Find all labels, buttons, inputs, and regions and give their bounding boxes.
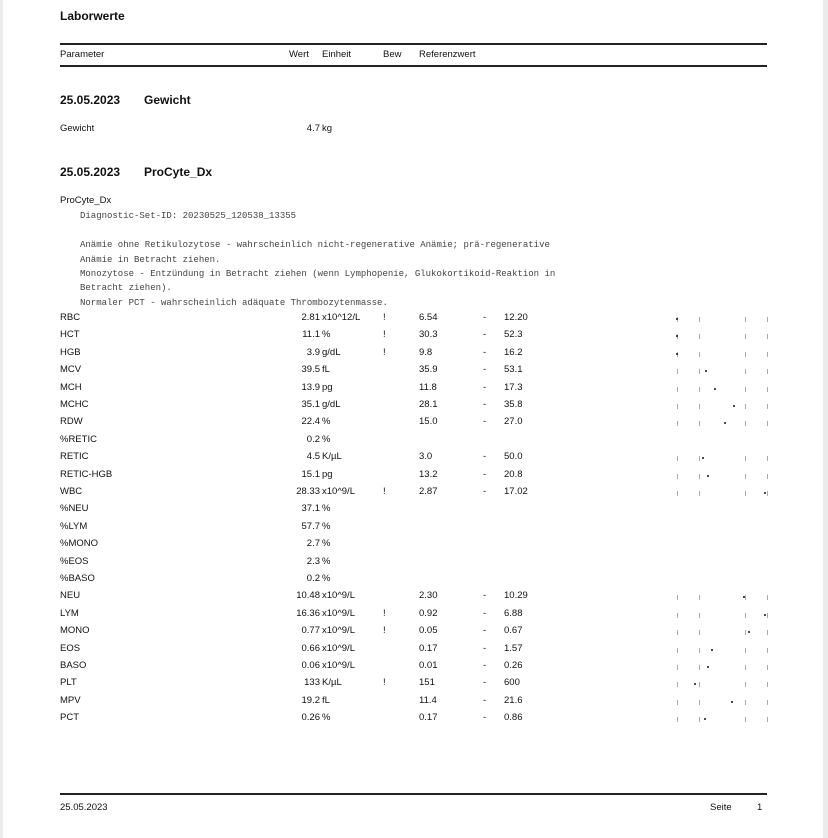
- range-tick: [767, 456, 768, 461]
- cell-unit: %: [322, 573, 331, 584]
- range-tick: [699, 421, 700, 426]
- range-tick: [767, 717, 768, 722]
- cell-dash: -: [483, 642, 487, 654]
- range-tick: [767, 352, 768, 357]
- range-tick: [677, 421, 678, 426]
- cell-unit: fL: [322, 694, 330, 706]
- table-row: [3, 712, 823, 729]
- range-tick: [677, 613, 678, 618]
- range-tick: [699, 334, 700, 339]
- cell-value: 133: [304, 677, 320, 689]
- value-marker: [676, 353, 678, 355]
- range-tick: [767, 700, 768, 705]
- cell-unit: x10^9/L: [322, 607, 355, 619]
- value-marker: [748, 631, 750, 633]
- cell-dash: -: [483, 590, 487, 602]
- gewicht-value: 4.7: [306, 123, 320, 134]
- cell-hi: 10.29: [504, 590, 528, 602]
- cell-unit: pg: [322, 468, 333, 480]
- table-row: [3, 434, 823, 451]
- cell-param: NEU: [60, 590, 81, 602]
- cell-hi: 6.88: [504, 607, 523, 619]
- cell-param: %RETIC: [60, 433, 97, 445]
- cell-value: 11.1: [302, 329, 320, 341]
- cell-lo: 2.87: [419, 486, 438, 497]
- cell-unit: x10^9/L: [322, 625, 355, 637]
- value-marker: [711, 649, 713, 651]
- cell-value: 0.2: [306, 573, 320, 584]
- cell-value: 15.1: [301, 468, 320, 480]
- range-tick: [767, 369, 768, 374]
- cell-unit: K/µL: [322, 677, 342, 689]
- note-line-4: Anämie in Betracht ziehen.: [80, 255, 221, 265]
- table-row: [3, 556, 823, 573]
- cell-param: MCV: [60, 364, 82, 376]
- table-row: [3, 451, 823, 468]
- cell-hi: 27.0: [504, 416, 523, 428]
- cell-param: HGB: [60, 346, 81, 358]
- cell-unit: %: [322, 555, 331, 567]
- cell-param: MONO: [60, 625, 90, 637]
- value-marker: [731, 701, 733, 703]
- range-tick: [677, 474, 678, 479]
- gewicht-param: Gewicht: [60, 123, 95, 134]
- cell-dash: -: [483, 451, 487, 463]
- range-tick: [699, 648, 700, 653]
- cell-unit: %: [322, 712, 331, 724]
- cell-value: 19.2: [301, 694, 320, 706]
- cell-lo: 0.17: [419, 712, 438, 724]
- range-tick: [745, 648, 746, 653]
- col-header-referenzwert: Referenzwert: [419, 49, 476, 60]
- reference-range-indicator: [671, 347, 771, 364]
- range-tick: [677, 682, 678, 687]
- reference-range-indicator: [671, 399, 771, 416]
- cell-value: 0.66: [301, 642, 320, 654]
- range-tick: [745, 387, 746, 392]
- cell-unit: pg: [322, 381, 333, 393]
- value-marker: [724, 422, 726, 424]
- cell-unit: %: [322, 538, 331, 550]
- reference-range-indicator: [671, 451, 771, 468]
- cell-value: 22.4: [301, 416, 320, 428]
- reference-range-indicator: [671, 486, 771, 503]
- cell-lo: 35.9: [419, 364, 438, 376]
- table-row: [3, 486, 823, 503]
- section-date-procyte: 25.05.2023: [60, 165, 121, 179]
- footer-page-number: 1: [757, 802, 763, 813]
- range-tick: [767, 491, 768, 496]
- range-tick: [745, 665, 746, 670]
- range-tick: [767, 613, 768, 618]
- range-tick: [699, 387, 700, 392]
- cell-flag: !: [383, 312, 386, 323]
- cell-hi: 52.3: [504, 329, 523, 341]
- cell-dash: -: [483, 468, 487, 480]
- table-row: [3, 503, 823, 520]
- table-row: [3, 625, 823, 642]
- cell-param: MCHC: [60, 399, 89, 410]
- cell-unit: %: [322, 520, 331, 532]
- note-line-7: Normaler PCT - wahrscheinlich adäquate Thrombozytenmasse.: [80, 298, 388, 308]
- section-date-gewicht: 25.05.2023: [60, 93, 121, 107]
- cell-value: 3.9: [306, 346, 320, 358]
- cell-param: EOS: [60, 642, 81, 654]
- table-row: [3, 416, 823, 433]
- cell-dash: -: [483, 660, 487, 671]
- table-row: [3, 312, 823, 329]
- cell-lo: 28.1: [419, 399, 438, 410]
- table-row: [3, 695, 823, 712]
- range-tick: [699, 682, 700, 687]
- table-row: [3, 660, 823, 677]
- report-page: [3, 0, 823, 838]
- range-tick: [767, 404, 768, 409]
- gewicht-unit: kg: [322, 123, 333, 134]
- reference-range-indicator: [671, 625, 771, 642]
- table-row: [3, 590, 823, 607]
- cell-dash: -: [483, 625, 487, 637]
- range-tick: [767, 421, 768, 426]
- range-tick: [677, 665, 678, 670]
- cell-dash: -: [483, 694, 487, 706]
- cell-param: PLT: [60, 677, 77, 689]
- cell-value: 28.33: [296, 486, 320, 497]
- cell-param: RETIC: [60, 451, 89, 463]
- range-tick: [699, 491, 700, 496]
- cell-hi: 21.6: [504, 694, 523, 706]
- cell-lo: 30.3: [419, 329, 438, 341]
- cell-dash: -: [483, 364, 487, 376]
- cell-lo: 15.0: [419, 416, 438, 428]
- cell-dash: -: [483, 607, 487, 619]
- reference-range-indicator: [671, 643, 771, 660]
- cell-value: 0.06: [301, 660, 320, 671]
- cell-hi: 600: [504, 677, 520, 689]
- table-row: [3, 538, 823, 555]
- footer-seite-label: Seite: [710, 802, 732, 813]
- note-line-5: Monozytose - Entzündung in Betracht ziehen (wenn Lymphopenie, Glukokortikoid-Reaktion in: [80, 269, 556, 279]
- cell-lo: 0.17: [419, 642, 438, 654]
- range-tick: [699, 665, 700, 670]
- cell-unit: g/dL: [322, 399, 341, 410]
- reference-range-indicator: [671, 695, 771, 712]
- cell-value: 57.7: [301, 520, 320, 532]
- cell-unit: g/dL: [322, 346, 341, 358]
- cell-dash: -: [483, 381, 487, 393]
- value-marker: [694, 683, 696, 685]
- cell-param: LYM: [60, 607, 79, 619]
- range-tick: [767, 648, 768, 653]
- cell-dash: -: [483, 416, 487, 428]
- note-line-6: Betracht ziehen).: [80, 283, 172, 293]
- range-tick: [699, 700, 700, 705]
- range-tick: [745, 421, 746, 426]
- table-row: [3, 643, 823, 660]
- range-tick: [767, 387, 768, 392]
- cell-value: 39.5: [301, 364, 320, 376]
- note-line-1: Diagnostic-Set-ID: 20230525_120538_13355: [80, 211, 297, 221]
- cell-param: WBC: [60, 486, 83, 497]
- range-tick: [745, 595, 746, 600]
- table-row: [3, 382, 823, 399]
- cell-lo: 0.01: [419, 660, 438, 671]
- cell-hi: 20.8: [504, 468, 523, 480]
- cell-flag: !: [383, 625, 386, 637]
- cell-param: RDW: [60, 416, 83, 428]
- cell-flag: !: [383, 486, 386, 497]
- range-tick: [699, 456, 700, 461]
- value-marker: [764, 492, 766, 494]
- header-rule-bottom: [60, 65, 767, 67]
- table-row: [3, 521, 823, 538]
- cell-dash: -: [483, 677, 487, 689]
- reference-range-indicator: [671, 608, 771, 625]
- range-tick: [745, 404, 746, 409]
- value-marker: [733, 405, 735, 407]
- reference-range-indicator: [671, 712, 771, 729]
- cell-param: RETIC-HGB: [60, 468, 113, 480]
- range-tick: [745, 491, 746, 496]
- cell-value: 13.9: [301, 381, 320, 393]
- range-tick: [699, 404, 700, 409]
- note-line-3: Anämie ohne Retikulozytose - wahrscheinlich nicht-regenerative Anämie; prä-regenerative: [80, 240, 550, 250]
- cell-hi: 17.02: [504, 486, 528, 497]
- cell-hi: 12.20: [504, 312, 528, 323]
- cell-unit: x10^9/L: [322, 642, 355, 654]
- cell-value: 2.7: [306, 538, 320, 550]
- table-row: [3, 677, 823, 694]
- range-tick: [699, 595, 700, 600]
- cell-flag: !: [383, 346, 386, 358]
- reference-range-indicator: [671, 416, 771, 433]
- range-tick: [767, 474, 768, 479]
- cell-value: 0.77: [301, 625, 320, 637]
- range-tick: [677, 456, 678, 461]
- range-tick: [699, 352, 700, 357]
- range-tick: [767, 595, 768, 600]
- cell-unit: x10^9/L: [322, 660, 355, 671]
- col-header-wert: Wert: [289, 49, 309, 60]
- range-tick: [745, 369, 746, 374]
- cell-param: BASO: [60, 660, 87, 671]
- cell-value: 2.81: [301, 312, 320, 323]
- range-tick: [677, 630, 678, 635]
- range-tick: [745, 474, 746, 479]
- cell-flag: !: [383, 677, 386, 689]
- cell-unit: %: [322, 503, 331, 515]
- col-header-parameter: Parameter: [60, 49, 105, 60]
- range-tick: [745, 682, 746, 687]
- footer-date: 25.05.2023: [60, 802, 108, 813]
- table-row: [3, 469, 823, 486]
- range-tick: [767, 334, 768, 339]
- cell-hi: 17.3: [504, 381, 523, 393]
- range-tick: [745, 456, 746, 461]
- cell-lo: 9.8: [419, 346, 433, 358]
- cell-hi: 1.57: [504, 642, 523, 654]
- range-tick: [745, 613, 746, 618]
- col-header-bew: Bew: [383, 49, 402, 60]
- section-title-procyte: ProCyte_Dx: [144, 165, 213, 179]
- range-tick: [677, 369, 678, 374]
- cell-value: 35.1: [301, 399, 320, 410]
- reference-range-indicator: [671, 469, 771, 486]
- range-tick: [745, 352, 746, 357]
- range-tick: [677, 404, 678, 409]
- cell-lo: 2.30: [419, 590, 438, 602]
- table-row: [3, 608, 823, 625]
- cell-lo: 11.4: [419, 694, 437, 706]
- cell-dash: -: [483, 346, 487, 358]
- cell-param: MPV: [60, 694, 81, 706]
- range-tick: [745, 334, 746, 339]
- cell-unit: %: [322, 329, 331, 341]
- reference-range-indicator: [671, 590, 771, 607]
- col-header-einheit: Einheit: [322, 49, 352, 60]
- cell-param: MCH: [60, 381, 82, 393]
- table-row: [3, 329, 823, 346]
- value-marker: [676, 318, 678, 320]
- cell-hi: 0.26: [504, 660, 523, 671]
- reference-range-indicator: [671, 660, 771, 677]
- value-marker: [707, 666, 709, 668]
- reference-range-indicator: [671, 329, 771, 346]
- device-name: ProCyte_Dx: [60, 195, 112, 206]
- value-marker: [705, 370, 707, 372]
- cell-hi: 53.1: [504, 364, 523, 376]
- cell-value: 0.2: [306, 433, 320, 445]
- cell-hi: 16.2: [504, 346, 523, 358]
- cell-unit: x10^9/L: [322, 486, 355, 497]
- cell-dash: -: [483, 329, 487, 341]
- range-tick: [677, 491, 678, 496]
- range-tick: [745, 317, 746, 322]
- cell-unit: %: [322, 416, 331, 428]
- cell-value: 4.5: [306, 451, 320, 463]
- range-tick: [745, 630, 746, 635]
- range-tick: [745, 717, 746, 722]
- cell-param: %LYM: [60, 520, 88, 532]
- cell-param: PCT: [60, 712, 79, 724]
- cell-dash: -: [483, 486, 487, 497]
- cell-hi: 35.8: [504, 399, 523, 410]
- reference-range-indicator: [671, 677, 771, 694]
- range-tick: [677, 595, 678, 600]
- range-tick: [767, 630, 768, 635]
- table-row: [3, 364, 823, 381]
- table-row: [3, 573, 823, 590]
- range-tick: [677, 648, 678, 653]
- cell-dash: -: [483, 712, 487, 724]
- cell-unit: %: [322, 433, 331, 445]
- cell-dash: -: [483, 399, 487, 410]
- cell-param: %BASO: [60, 573, 95, 584]
- table-row: [3, 347, 823, 364]
- header-rule-top: [60, 43, 767, 45]
- reference-range-indicator: [671, 312, 771, 329]
- cell-lo: 151: [419, 677, 435, 689]
- cell-hi: 0.67: [504, 625, 523, 637]
- reference-range-indicator: [671, 382, 771, 399]
- cell-lo: 3.0: [419, 451, 433, 463]
- table-row: [3, 399, 823, 416]
- range-tick: [767, 665, 768, 670]
- cell-param: %EOS: [60, 555, 89, 567]
- cell-dash: -: [483, 312, 487, 323]
- cell-flag: !: [383, 607, 386, 619]
- value-marker: [714, 388, 716, 390]
- cell-unit: x10^12/L: [322, 312, 361, 323]
- range-tick: [699, 474, 700, 479]
- cell-lo: 0.92: [419, 607, 438, 619]
- cell-param: HCT: [60, 329, 80, 341]
- cell-lo: 6.54: [419, 312, 438, 323]
- cell-value: 16.36: [296, 607, 320, 619]
- cell-hi: 0.86: [504, 712, 523, 724]
- section-title-gewicht: Gewicht: [144, 93, 191, 107]
- value-marker: [702, 457, 704, 459]
- range-tick: [699, 630, 700, 635]
- range-tick: [699, 717, 700, 722]
- value-marker: [764, 614, 766, 616]
- cell-value: 37.1: [301, 503, 320, 515]
- cell-param: %NEU: [60, 503, 89, 515]
- cell-value: 0.26: [301, 712, 320, 724]
- range-tick: [767, 682, 768, 687]
- range-tick: [699, 369, 700, 374]
- reference-range-indicator: [671, 364, 771, 381]
- range-tick: [745, 700, 746, 705]
- cell-unit: x10^9/L: [322, 590, 355, 602]
- range-tick: [699, 613, 700, 618]
- cell-param: %MONO: [60, 538, 98, 550]
- cell-flag: !: [383, 329, 386, 341]
- cell-value: 2.3: [306, 555, 320, 567]
- cell-unit: fL: [322, 364, 330, 376]
- cell-lo: 13.2: [419, 468, 438, 480]
- cell-lo: 11.8: [419, 381, 437, 393]
- range-tick: [677, 387, 678, 392]
- cell-param: RBC: [60, 312, 81, 323]
- range-tick: [677, 717, 678, 722]
- page-title: Laborwerte: [60, 9, 125, 23]
- range-tick: [767, 317, 768, 322]
- cell-hi: 50.0: [504, 451, 523, 463]
- range-tick: [699, 317, 700, 322]
- value-marker: [707, 475, 709, 477]
- cell-lo: 0.05: [419, 625, 438, 637]
- cell-unit: K/µL: [322, 451, 342, 463]
- cell-value: 10.48: [296, 590, 320, 602]
- range-tick: [677, 700, 678, 705]
- footer-rule: [60, 793, 767, 795]
- value-marker: [704, 718, 706, 720]
